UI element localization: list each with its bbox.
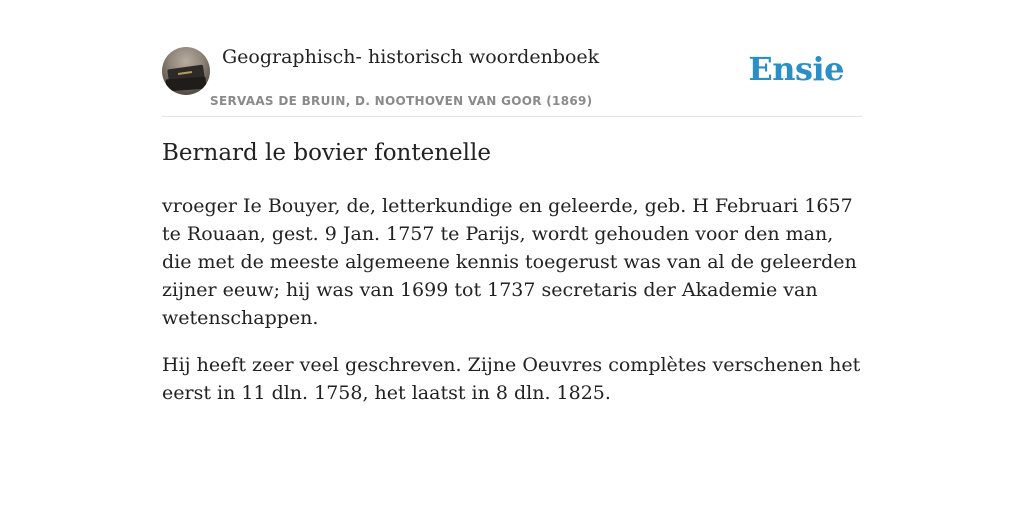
book-authors: SERVAAS DE BRUIN, D. NOOTHOVEN VAN GOOR (1869)	[210, 94, 593, 108]
page-wrapper	[162, 0, 862, 404]
entry-content	[162, 192, 862, 426]
book-title[interactable]: Geographisch- historisch woordenboek	[222, 46, 600, 68]
page-header	[162, 0, 862, 117]
entry-paragraph: vroeger Ie Bouyer, de, letterkundige en geleerde, geb. H Februari 1657 te Rouaan, gest. 9 Jan. 1757 te Parijs, wordt gehouden voor den man, die met de meeste algemeene kennis toegerust was van al de geleerden zijner eeuw; hij was van 1699 tot 1737 secretaris der Akademie van wetenschappen.	[162, 195, 857, 329]
book-cover-icon[interactable]	[162, 47, 210, 95]
entry-paragraph: Hij heeft zeer veel geschreven. Zijne Oeuvres complètes verschenen het eerst in 11 dln. 1758, het laatst in 8 dln. 1825.	[162, 354, 861, 404]
entry-title: Bernard le bovier fontenelle	[162, 140, 491, 166]
ensie-logo[interactable]: Ensie	[748, 50, 844, 88]
book-spine	[166, 77, 207, 92]
